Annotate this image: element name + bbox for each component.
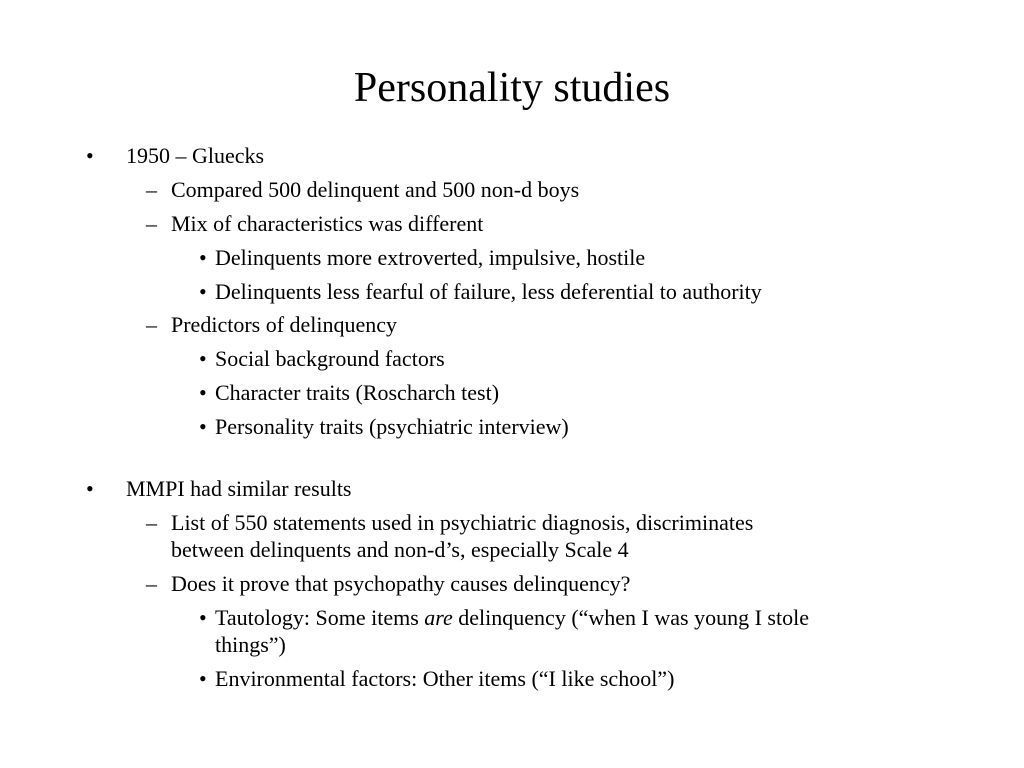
sub-bullet-compared: Compared 500 delinquent and 500 non-d boys [171,177,580,202]
bullet-icon: • [199,279,207,304]
sub-sub-bullet-personality: Personality traits (psychiatric interview) [215,414,569,439]
sub-sub-bullet-environmental: Environmental factors: Other items (“I like school”) [215,666,675,691]
bullet-icon: • [199,380,207,405]
bullet-icon: • [199,346,207,371]
sub-sub-bullet-tautology-line1 [215,604,809,631]
sub-bullet-list-line1: List of 550 statements used in psychiatric diagnosis, discriminates [171,510,754,535]
tautology-text-a: Tautology: Some items [215,605,425,630]
slide-title: Personality studies [353,65,671,111]
sub-bullet-list-line2: between delinquents and non-d’s, especially Scale 4 [171,537,629,562]
sub-sub-bullet-character: Character traits (Roscharch test) [215,380,500,405]
bullet-icon: • [199,414,207,439]
bullet-icon: • [86,143,94,168]
dash-icon: – [146,211,157,236]
sub-sub-bullet-tautology-line2: things”) [215,632,286,657]
dash-icon: – [146,312,157,337]
sub-sub-bullet-fearful: Delinquents less fearful of failure, less deferential to authority [215,279,762,304]
dash-icon: – [146,510,157,535]
sub-sub-bullet-extroverted: Delinquents more extroverted, impulsive, hostile [215,245,646,270]
bullet-icon: • [199,605,207,630]
bullet-gluecks: 1950 – Gluecks [126,143,265,168]
sub-bullet-mix: Mix of characteristics was different [171,211,484,236]
sub-bullet-psychopathy: Does it prove that psychopathy causes delinquency? [171,571,631,596]
sub-bullet-predictors: Predictors of delinquency [171,312,398,337]
tautology-emphasis: are [424,605,453,630]
sub-sub-bullet-social: Social background factors [215,346,445,371]
bullet-icon: • [199,666,207,691]
bullet-mmpi: MMPI had similar results [126,476,352,501]
tautology-text-b: delinquency (“when I was young I stole [452,605,809,630]
bullet-icon: • [86,476,94,501]
bullet-icon: • [199,245,207,270]
dash-icon: – [146,177,157,202]
dash-icon: – [146,571,157,596]
